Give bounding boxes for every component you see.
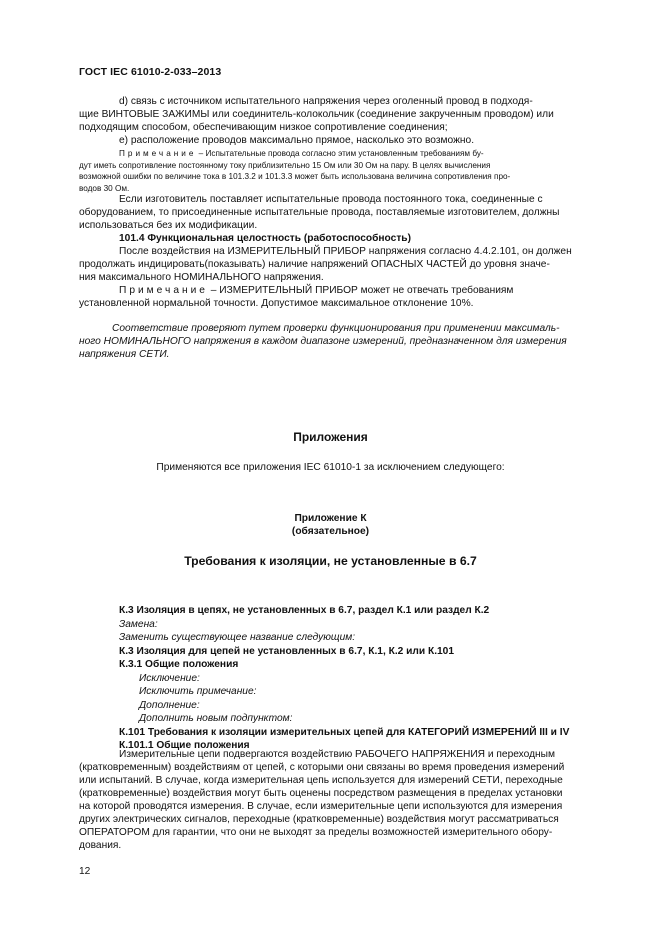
k3-title: К.3 Изоляция в цепях, не установленных в 6.7, раздел К.1 или раздел К.2 [119,605,490,616]
k31-add-subitem: Дополнить новым подпунктом: [139,713,293,724]
note-2-line-1: – ИЗМЕРИТЕЛЬНЫЙ ПРИБОР может не отвечать требованиям [207,285,514,296]
k3-new-title: К.3 Изоляция для цепей не установленных в 6.7, К.1, К.2 или К.101 [119,645,455,657]
note-2-line-2: установленной нормальной точности. Допустимое максимальное отклонение 10%. [79,298,474,309]
page-number: 12 [79,866,91,877]
annex-k-label: Приложение К [294,513,367,524]
body-line-8: дования. [79,840,122,851]
body-line-3: или испытаний. В случае, когда измерительная цепь используется для измерений СЕТИ, переходные [79,775,563,786]
body-line-2: (кратковременным) воздействиям от цепей, с которыми они связаны во время проведения измерений [79,762,565,773]
note-1-line-2: дут иметь сопротивление постоянному току приблизительно 15 Ом или 30 Ом на пару. В целях вычисления [79,160,491,170]
paragraph-manufacturer [79,193,614,310]
compliance-line-1: Соответствие проверяют путем проверки функционирования при применении максималь- [112,323,560,334]
item-d-line-1: d) связь с источником испытательного напряжения через оголенный провод в подходя- [119,96,533,107]
k31-exclude-note: Исключить примечание: [139,686,257,697]
k101-title: К.101 Требования к изоляции измерительных цепей для КАТЕГОРИЙ ИЗМЕРЕНИЙ III и IV [119,726,570,738]
body-line-7: ОПЕРАТОРОМ для гарантии, что они не выходят за пределы возможностей измерительного обору- [79,827,553,838]
annex-k-status: (обязательное) [291,526,370,537]
document-header: ГОСТ IEC 61010-2-033–2013 [79,66,222,78]
note-1-line-4: водов 30 Ом. [79,183,130,193]
k3-replace-name: Заменить существующее название следующим: [119,632,356,643]
item-d [79,95,614,147]
body-line-5: на которой проводятся измерения. В случае, если измерительные цепи используются для измерения [79,801,563,812]
para-line-1: Если изготовитель поставляет испытательные провода постоянного тока, соединенные с [119,194,543,205]
note-2-label: Примечание [119,285,208,296]
k3-section [119,604,619,753]
item-e: e) расположение проводов максимально прямое, насколько это возможно. [119,135,475,146]
appendices-note: Применяются все приложения IEC 61010-1 за исключением следующего: [156,462,505,473]
note-1 [79,148,614,194]
section-101-4-title: 101.4 Функциональная целостность (работоспособность) [119,233,411,244]
annex-k-heading: Требования к изоляции, не установленные в 6.7 [184,554,477,568]
note-1-line-1: – Испытательные провода согласно этим установленным требованиям бу- [196,149,484,158]
note-1-label: Примечание [119,149,197,158]
body-line-6: других электрических сигналов, переходные (кратковременные) воздействия могут рассматриваться [79,814,559,825]
k31-exclusion: Исключение: [139,672,200,684]
s1014-line-3: ния максимального НОМИНАЛЬНОГО напряжения. [79,272,324,283]
item-d-line-2: щие ВИНТОВЫЕ ЗАЖИМЫ или соединитель-колокольчик (соединение закрученным проводом) или [79,109,554,120]
s1014-line-1: После воздействия на ИЗМЕРИТЕЛЬНЫЙ ПРИБОР напряжения согласно 4.4.2.101, он должен [119,246,572,257]
k31-title: К.3.1 Общие положения [119,659,239,670]
body-line-4: (кратковременные) воздействия могут быть оценены посредством размещения в пределах установки [79,788,563,799]
k1011-title: К.101.1 Общие положения [119,740,250,751]
compliance-statement [79,322,614,361]
annex-k-title [0,512,661,538]
para-line-3: использоваться без их модификации. [79,220,258,231]
compliance-line-3: напряжения СЕТИ. [79,349,170,360]
body-line-1: Измерительные цепи подвергаются воздействию РАБОЧЕГО НАПРЯЖЕНИЯ и переходным [119,749,555,760]
note-1-line-3: возможной ошибки по величине тока в 101.3.2 и 101.3.3 может быть использована величина сопротивления про- [79,172,511,181]
k31-addition: Дополнение: [139,699,200,711]
para-line-2: оборудованием, то присоединенные испытательные провода, поставляемые изготовителем, должны [79,207,560,218]
appendices-title: Приложения [293,430,368,444]
k1011-body [79,748,614,852]
item-d-line-3: подходящим способом, обеспечивающим низкое сопротивление соединения; [79,122,448,133]
k3-replace: Замена: [119,618,158,630]
compliance-line-2: ного НОМИНАЛЬНОГО напряжения в каждом диапазоне измерений, предназначенном для измерения [79,336,567,347]
s1014-line-2: продолжать индицировать(показывать) наличие напряжений ОПАСНЫХ ЧАСТЕЙ до уровня значе- [79,259,550,270]
